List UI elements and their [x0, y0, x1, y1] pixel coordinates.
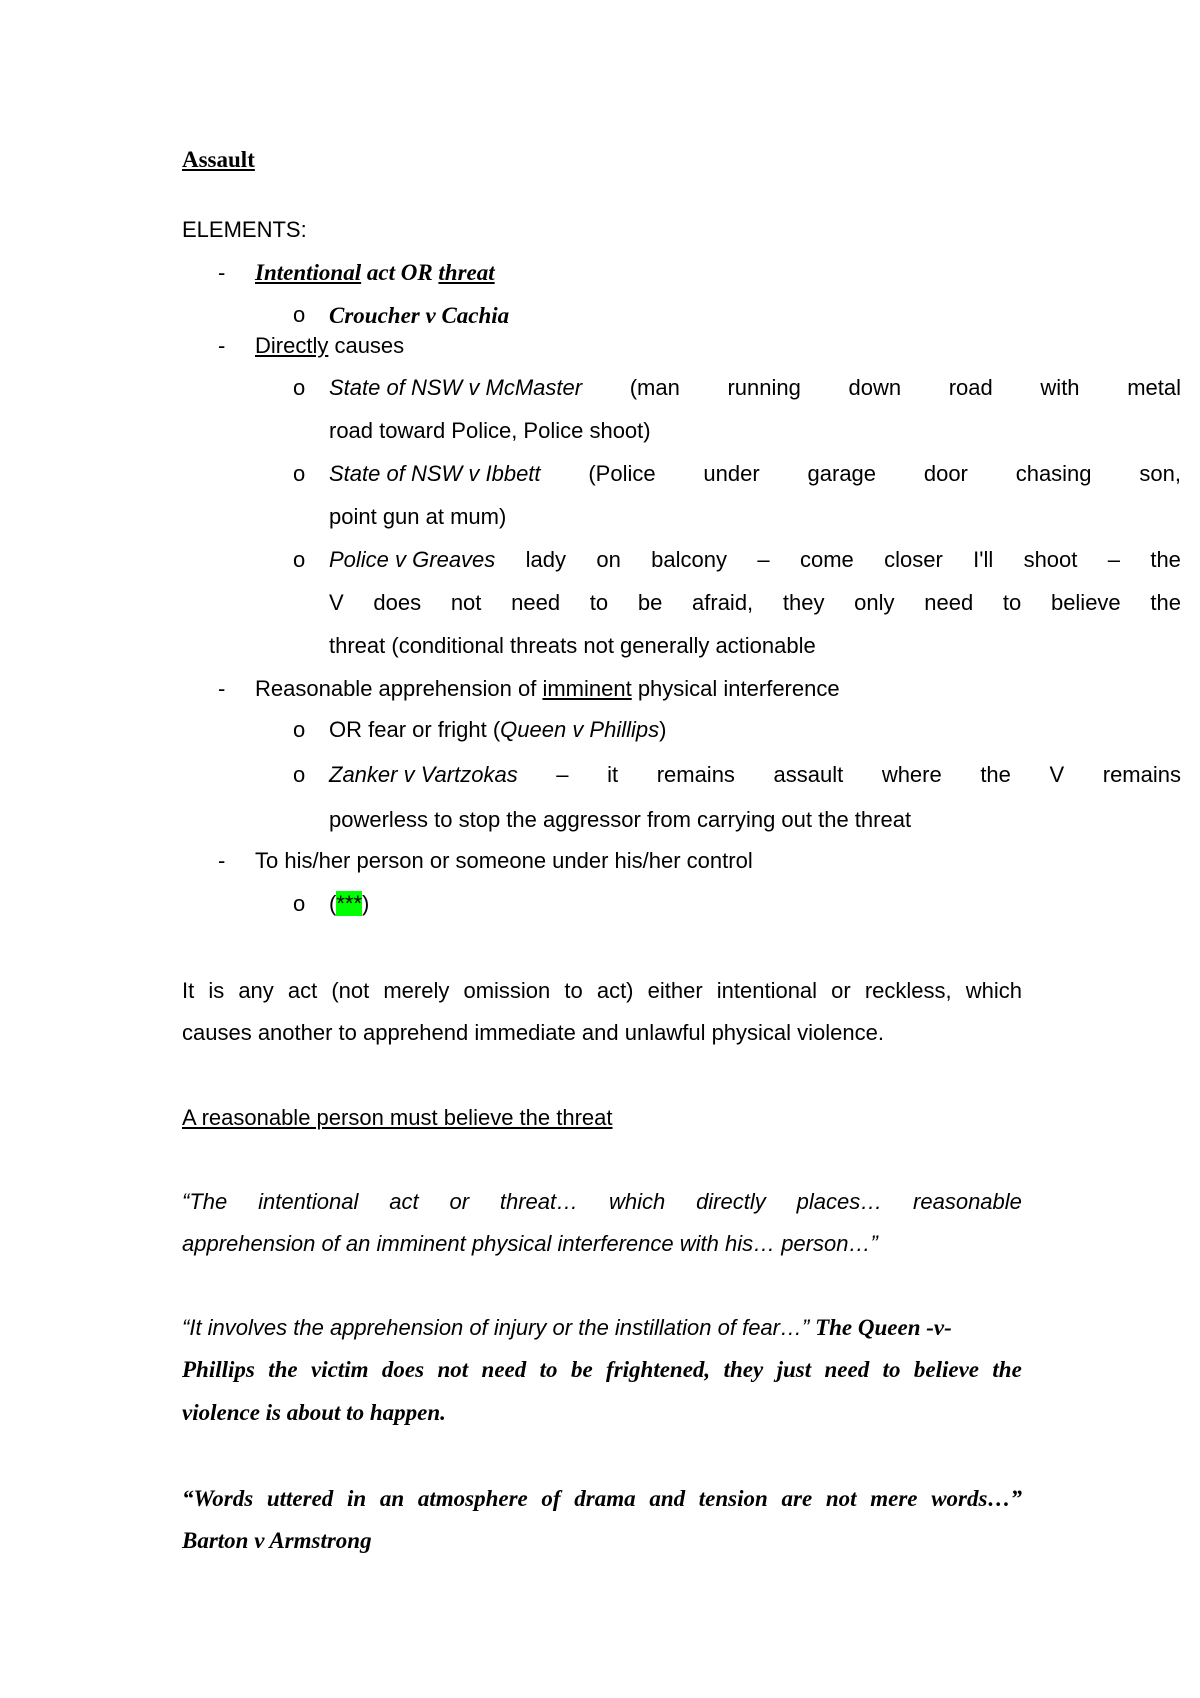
circle-bullet: o: [293, 762, 306, 787]
element-person-under-control: To his/her person or someone under his/her control: [255, 848, 753, 873]
quote-3-line-1: “Words uttered in an atmosphere of drama and tension are not mere words…”: [182, 1486, 1022, 1511]
case-mcmaster-continued: road toward Police, Police shoot): [329, 418, 651, 443]
dash-bullet: -: [218, 260, 226, 285]
elements-heading: ELEMENTS:: [182, 217, 307, 242]
case-greaves-line: Police v Greaves lady on balcony – come closer I'll shoot – the: [329, 547, 1181, 572]
definition-paragraph-line-2: causes another to apprehend immediate and unlawful physical violence.: [182, 1020, 884, 1045]
circle-bullet: o: [293, 461, 306, 486]
circle-bullet: o: [293, 375, 306, 400]
element-intentional-act: Intentional act OR threat: [255, 260, 495, 285]
circle-bullet: o: [293, 547, 306, 572]
definition-paragraph-line-1: It is any act (not merely omission to act) either intentional or reckless, which: [182, 978, 1022, 1003]
dash-bullet: -: [218, 848, 226, 873]
element-directly-causes: Directly causes: [255, 333, 405, 358]
quote-2-line-2: Phillips the victim does not need to be frightened, they just need to believe the: [182, 1357, 1022, 1382]
case-croucher-v-cachia: Croucher v Cachia: [329, 303, 510, 328]
fear-or-fright: OR fear or fright (Queen v Phillips): [329, 717, 667, 742]
case-ibbett-continued: point gun at mum): [329, 504, 507, 529]
case-ibbett-line: State of NSW v Ibbett (Police under garage door chasing son,: [329, 461, 1181, 486]
dash-bullet: -: [218, 676, 226, 701]
highlight-mark: ***: [336, 891, 363, 916]
element-reasonable-apprehension: Reasonable apprehension of imminent physical interference: [255, 676, 840, 701]
quote-2-line-1: “It involves the apprehension of injury or the instillation of fear…” The Queen -v-: [182, 1315, 952, 1340]
case-zanker-line: Zanker v Vartzokas – it remains assault where the V remains: [329, 762, 1181, 787]
highlighted-placeholder: (***): [329, 891, 370, 916]
quote-3-citation: Barton v Armstrong: [182, 1528, 372, 1553]
quote-2-line-3: violence is about to happen.: [182, 1400, 446, 1425]
case-mcmaster-line: State of NSW v McMaster (man running down road with metal: [329, 375, 1181, 400]
subheading-reasonable-person: A reasonable person must believe the threat: [182, 1105, 613, 1130]
case-zanker-continued: powerless to stop the aggressor from carrying out the threat: [329, 807, 912, 832]
circle-bullet: o: [293, 891, 306, 916]
dash-bullet: -: [218, 333, 226, 358]
page-title: Assault: [182, 147, 255, 172]
case-greaves-line-3: threat (conditional threats not generally actionable: [329, 633, 816, 658]
quote-1-line-2: apprehension of an imminent physical interference with his… person…”: [182, 1231, 878, 1256]
case-greaves-line-2: V does not need to be afraid, they only need to believe the: [329, 590, 1181, 615]
quote-1-line-1: “The intentional act or threat… which directly places… reasonable: [182, 1189, 1022, 1214]
circle-bullet: o: [293, 302, 306, 327]
circle-bullet: o: [293, 717, 306, 742]
